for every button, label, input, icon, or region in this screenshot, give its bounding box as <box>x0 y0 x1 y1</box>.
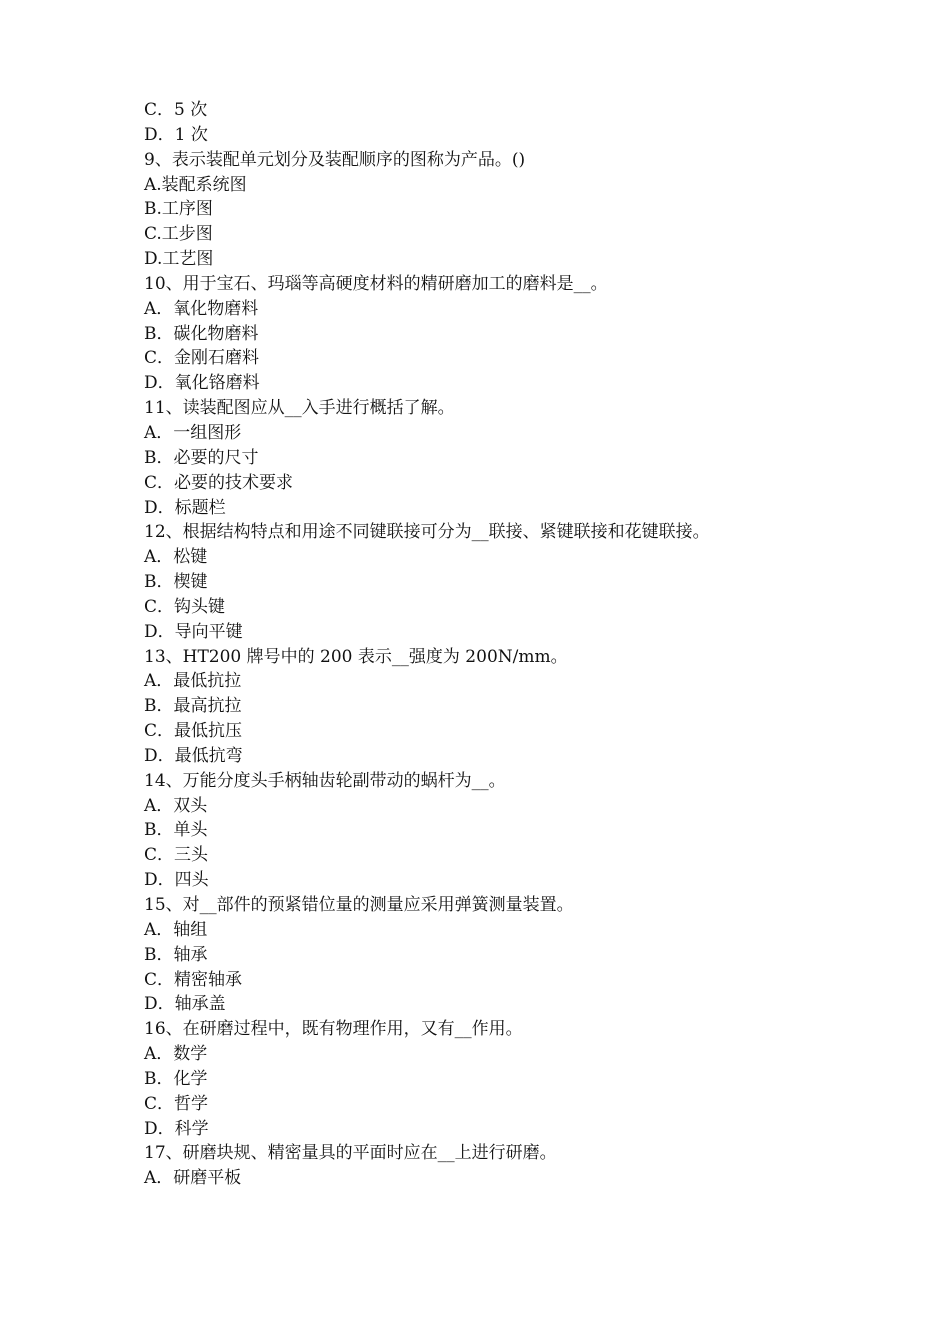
option-line: A．一组图形 <box>144 422 242 443</box>
option-line: D．导向平键 <box>144 621 243 642</box>
option-line: D．标题栏 <box>144 497 226 518</box>
option-line: D．轴承盖 <box>144 994 226 1015</box>
option-line: D.工艺图 <box>144 249 214 270</box>
document-body <box>144 98 844 1191</box>
option-line: D．氧化铬磨料 <box>144 373 260 394</box>
question-line: 11、读装配图应从__入手进行概括了解。 <box>144 398 455 419</box>
option-line: C．三头 <box>144 845 209 866</box>
question-line: 17、研磨块规、精密量具的平面时应在__上进行研磨。 <box>144 1143 557 1164</box>
option-line: C．必要的技术要求 <box>144 472 294 493</box>
question-line: 14、万能分度头手柄轴齿轮副带动的蜗杆为__。 <box>144 770 506 791</box>
option-line: A.装配系统图 <box>144 174 247 195</box>
option-line: B．碳化物磨料 <box>144 323 259 344</box>
option-line: C．金刚石磨料 <box>144 348 260 369</box>
question-line: 16、在研磨过程中，既有物理作用，又有__作用。 <box>144 1019 523 1040</box>
option-line: B.工序图 <box>144 199 213 220</box>
option-line: C．哲学 <box>144 1093 209 1114</box>
question-line: 9、表示装配单元划分及装配顺序的图称为产品。() <box>144 149 526 170</box>
option-line: A．氧化物磨料 <box>144 298 259 319</box>
option-line: B．单头 <box>144 820 208 841</box>
option-line: A．轴组 <box>144 919 208 940</box>
option-line: A．松键 <box>144 547 208 568</box>
option-line: D．最低抗弯 <box>144 745 243 766</box>
option-line: C．最低抗压 <box>144 721 243 742</box>
option-line: A．数学 <box>144 1044 208 1065</box>
question-line: 13、HT200 牌号中的 200 表示__强度为 200N/mm。 <box>144 646 568 667</box>
option-line: B．必要的尺寸 <box>144 447 259 468</box>
option-line: D．1 次 <box>144 124 208 145</box>
question-line: 15、对__部件的预紧错位量的测量应采用弹簧测量装置。 <box>144 895 574 915</box>
option-line: D．科学 <box>144 1118 209 1139</box>
question-line: 10、用于宝石、玛瑙等高硬度材料的精研磨加工的磨料是__。 <box>144 273 608 294</box>
option-line: B．最高抗拉 <box>144 696 242 717</box>
option-line: A．研磨平板 <box>144 1168 242 1189</box>
option-line: B．轴承 <box>144 944 208 965</box>
option-line: D．四头 <box>144 870 209 891</box>
option-line: A．最低抗拉 <box>144 671 242 692</box>
question-line: 12、根据结构特点和用途不同键联接可分为__联接、紧键联接和花键联接。 <box>144 522 710 543</box>
option-line: A．双头 <box>144 795 208 816</box>
option-line: C．钩头键 <box>144 596 226 617</box>
option-line: C.工步图 <box>144 224 213 245</box>
option-line: C．精密轴承 <box>144 969 243 990</box>
option-line: C．5 次 <box>144 100 208 120</box>
option-line: B．楔键 <box>144 572 208 593</box>
option-line: B．化学 <box>144 1068 208 1089</box>
